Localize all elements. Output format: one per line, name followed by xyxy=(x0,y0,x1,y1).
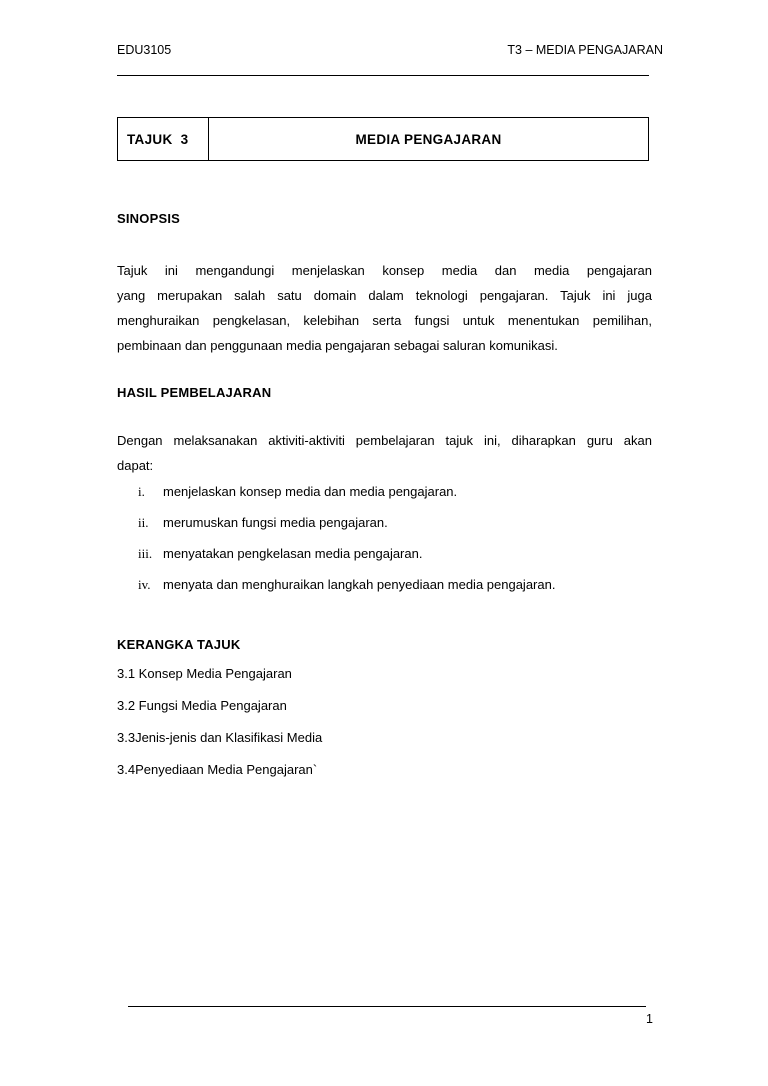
objectives-list xyxy=(138,484,658,608)
page-number: 1 xyxy=(646,1012,653,1026)
outline-item: 3.1 Konsep Media Pengajaran xyxy=(117,666,292,681)
footer-divider xyxy=(128,1006,646,1007)
header-divider xyxy=(117,75,649,76)
objective-number: ii. xyxy=(138,515,149,530)
objective-item xyxy=(138,484,658,515)
objective-item xyxy=(138,546,658,577)
objective-number: i. xyxy=(138,484,145,499)
hasil-intro-line: dapat: xyxy=(117,458,154,473)
topic-title: MEDIA PENGAJARAN xyxy=(355,131,502,147)
sinopsis-line: Tajuk ini mengandungi menjelaskan konsep media dan media pengajaran xyxy=(117,263,652,278)
topic-label: TAJUK 3 xyxy=(118,118,209,160)
objective-text: menyatakan pengkelasan media pengajaran. xyxy=(163,546,423,561)
topic-title-box xyxy=(117,117,649,161)
hasil-intro xyxy=(117,428,652,478)
sinopsis-line: pembinaan dan penggunaan media pengajaran sebagai saluran komunikasi. xyxy=(117,338,558,353)
sinopsis-line: yang merupakan salah satu domain dalam teknologi pengajaran. Tajuk ini juga xyxy=(117,288,652,303)
objective-item xyxy=(138,577,658,608)
hasil-heading: HASIL PEMBELAJARAN xyxy=(117,385,272,400)
header-course-code: EDU3105 xyxy=(117,43,172,57)
sinopsis-heading: SINOPSIS xyxy=(117,211,181,226)
objective-item xyxy=(138,515,658,546)
header-running-title: T3 – MEDIA PENGAJARAN xyxy=(507,43,663,57)
objective-number: iii. xyxy=(138,546,153,561)
objective-text: menjelaskan konsep media dan media pengajaran. xyxy=(163,484,458,499)
outline-list xyxy=(117,666,322,794)
hasil-intro-line: Dengan melaksanakan aktiviti-aktiviti pembelajaran tajuk ini, diharapkan guru akan xyxy=(117,433,652,448)
outline-item: 3.4Penyediaan Media Pengajaran` xyxy=(117,762,318,777)
sinopsis-line: menghuraikan pengkelasan, kelebihan serta fungsi untuk menentukan pemilihan, xyxy=(117,313,652,328)
kerangka-heading: KERANGKA TAJUK xyxy=(117,637,241,652)
outline-item: 3.3Jenis-jenis dan Klasifikasi Media xyxy=(117,730,323,745)
sinopsis-paragraph xyxy=(117,258,652,358)
objective-text: merumuskan fungsi media pengajaran. xyxy=(163,515,388,530)
outline-item: 3.2 Fungsi Media Pengajaran xyxy=(117,698,287,713)
objective-number: iv. xyxy=(138,577,151,592)
objective-text: menyata dan menghuraikan langkah penyediaan media pengajaran. xyxy=(163,577,556,592)
